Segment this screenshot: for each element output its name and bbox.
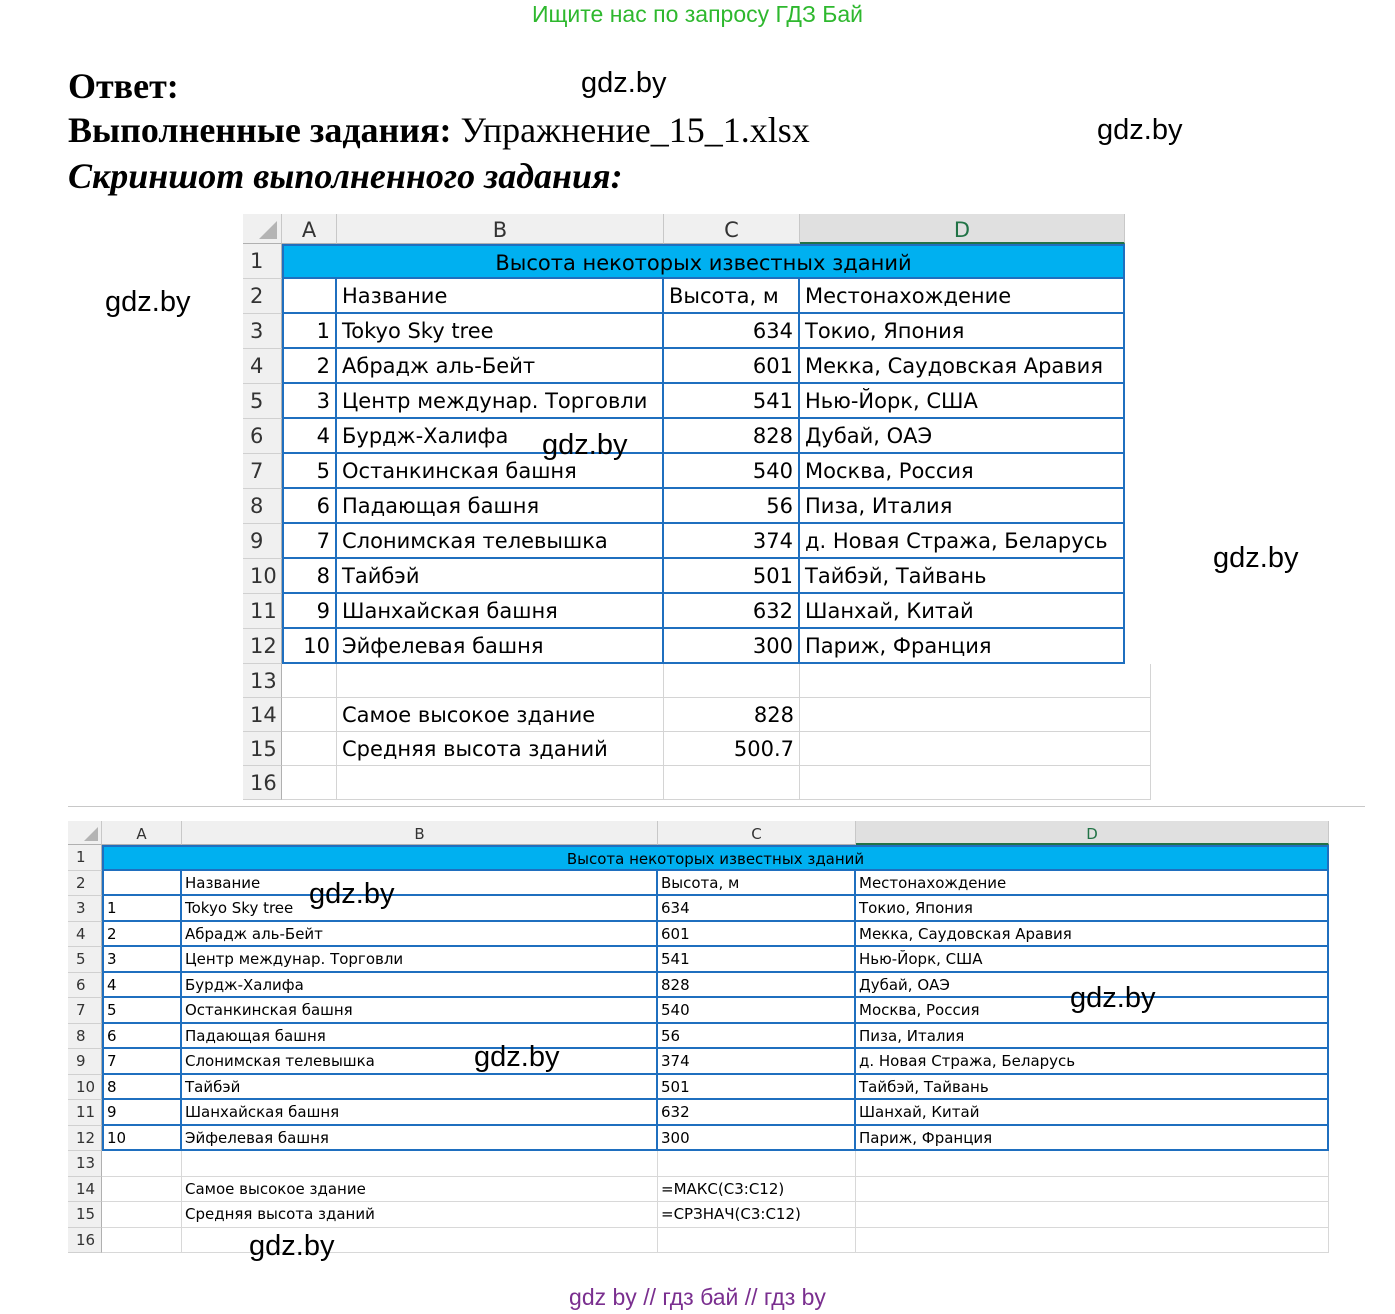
row-header[interactable]: 8 — [243, 489, 282, 524]
cell-height[interactable]: 56 — [658, 1024, 856, 1049]
cell-location[interactable]: Нью-Йорк, США — [800, 384, 1125, 419]
cell-location[interactable]: д. Новая Стража, Беларусь — [800, 524, 1125, 559]
empty-cell[interactable] — [800, 732, 1151, 766]
cell-index[interactable]: 3 — [102, 947, 182, 973]
cell-height[interactable]: 541 — [658, 947, 856, 973]
header-height[interactable]: Высота, м — [664, 279, 800, 314]
empty-cell[interactable] — [102, 1151, 182, 1177]
watermark: gdz.by — [581, 67, 667, 99]
cell-height[interactable]: 374 — [658, 1049, 856, 1075]
cell-index[interactable]: 6 — [102, 1024, 182, 1049]
cell-height[interactable]: 601 — [664, 349, 800, 384]
cell-index[interactable]: 4 — [102, 973, 182, 998]
row-header[interactable]: 5 — [68, 947, 102, 973]
cell-building-name[interactable]: Падающая башня — [182, 1024, 658, 1049]
summary-label[interactable]: Самое высокое здание — [182, 1177, 658, 1202]
cell-index[interactable]: 1 — [102, 896, 182, 922]
cell-index[interactable]: 4 — [282, 419, 337, 454]
screenshot-heading: Скриншот выполненного задания: — [68, 156, 623, 196]
spreadsheet-values — [243, 197, 1151, 803]
cell-location[interactable]: Москва, Россия — [856, 998, 1329, 1024]
cell-height[interactable]: 634 — [664, 314, 800, 349]
cell-location[interactable]: Париж, Франция — [856, 1126, 1329, 1151]
spreadsheet-formulas — [68, 806, 1365, 1253]
cell-location[interactable]: Мекка, Саудовская Аравия — [856, 922, 1329, 947]
row-header[interactable]: 16 — [68, 1228, 102, 1253]
cell-index[interactable]: 8 — [282, 559, 337, 594]
empty-cell[interactable] — [182, 1151, 658, 1177]
column-header-b[interactable]: B — [337, 214, 664, 244]
empty-cell[interactable] — [337, 664, 664, 698]
row-header[interactable]: 7 — [68, 998, 102, 1024]
row-header[interactable]: 12 — [243, 629, 282, 664]
cell-height[interactable]: 501 — [664, 559, 800, 594]
cell-location[interactable]: Париж, Франция — [800, 629, 1125, 664]
row-header[interactable]: 3 — [68, 896, 102, 922]
row-header[interactable]: 2 — [68, 871, 102, 896]
search-banner: Ищите нас по запросу ГДЗ Бай — [531, 1, 864, 27]
empty-cell[interactable] — [658, 1228, 856, 1253]
cell-index[interactable]: 7 — [282, 524, 337, 559]
select-all-corner[interactable] — [68, 821, 102, 845]
column-header-d[interactable]: D — [800, 214, 1125, 244]
cell-a2[interactable] — [282, 279, 337, 314]
cell-height[interactable]: 56 — [664, 489, 800, 524]
row-header[interactable]: 8 — [68, 1024, 102, 1049]
summary-label[interactable]: Самое высокое здание — [337, 698, 664, 732]
cell-building-name[interactable]: Абрадж аль-Бейт — [337, 349, 664, 384]
empty-cell[interactable] — [664, 766, 800, 800]
summary-value[interactable]: 828 — [664, 698, 800, 732]
completed-tasks-line: Выполненные задания: Упражнение_15_1.xlsx — [68, 110, 810, 150]
empty-cell[interactable] — [856, 1151, 1329, 1177]
cell-building-name[interactable]: Центр междунар. Торговли — [337, 384, 664, 419]
cell-location[interactable]: Мекка, Саудовская Аравия — [800, 349, 1125, 384]
cell-location[interactable]: Пиза, Италия — [856, 1024, 1329, 1049]
row-header[interactable]: 1 — [68, 845, 102, 871]
cell-building-name[interactable]: Слонимская телевышка — [337, 524, 664, 559]
cell-building-name[interactable]: Бурдж-Халифа — [337, 419, 664, 454]
cell-location[interactable]: Токио, Япония — [800, 314, 1125, 349]
cell-height[interactable]: 300 — [658, 1126, 856, 1151]
cell-location[interactable]: Москва, Россия — [800, 454, 1125, 489]
cell-height[interactable]: 540 — [658, 998, 856, 1024]
cell-building-name[interactable]: Tokyo Sky tree — [182, 896, 658, 922]
row-header[interactable]: 13 — [243, 664, 282, 698]
cell-height[interactable]: 632 — [658, 1100, 856, 1126]
cell-location[interactable]: Пиза, Италия — [800, 489, 1125, 524]
column-header-a[interactable]: A — [102, 821, 182, 845]
empty-cell[interactable] — [658, 1151, 856, 1177]
row-header[interactable]: 9 — [243, 524, 282, 559]
cell-height[interactable]: 601 — [658, 922, 856, 947]
cell-building-name[interactable]: Эйфелевая башня — [182, 1126, 658, 1151]
cell-location[interactable]: Шанхай, Китай — [800, 594, 1125, 629]
summary-value[interactable]: 500.7 — [664, 732, 800, 766]
empty-cell[interactable] — [102, 1177, 182, 1202]
cell-height[interactable]: 300 — [664, 629, 800, 664]
header-name[interactable]: Название — [337, 279, 664, 314]
empty-cell[interactable] — [282, 698, 337, 732]
empty-cell[interactable] — [282, 664, 337, 698]
cell-height[interactable]: 541 — [664, 384, 800, 419]
column-header-a[interactable]: A — [282, 214, 337, 244]
cell-building-name[interactable]: Останкинская башня — [182, 998, 658, 1024]
row-header[interactable]: 6 — [243, 419, 282, 454]
row-header[interactable]: 6 — [68, 973, 102, 998]
cell-index[interactable]: 2 — [282, 349, 337, 384]
row-header[interactable]: 10 — [243, 559, 282, 594]
cell-building-name[interactable]: Тайбэй — [337, 559, 664, 594]
cell-height[interactable]: 828 — [658, 973, 856, 998]
empty-cell[interactable] — [800, 698, 1151, 732]
column-header-c[interactable]: C — [664, 214, 800, 244]
row-header[interactable]: 16 — [243, 766, 282, 800]
footer-links: gdz by // гдз бай // гдз by — [569, 1284, 826, 1310]
cell-building-name[interactable]: Слонимская телевышка — [182, 1049, 658, 1075]
table-title[interactable]: Высота некоторых известных зданий — [282, 244, 1125, 279]
watermark: gdz.by — [1097, 114, 1183, 146]
column-header-c[interactable]: C — [658, 821, 856, 845]
cell-building-name[interactable]: Останкинская башня — [337, 454, 664, 489]
row-header[interactable]: 9 — [68, 1049, 102, 1075]
row-header[interactable]: 14 — [243, 698, 282, 732]
watermark: gdz.by — [1070, 982, 1156, 1014]
summary-formula[interactable]: =МАКС(C3:C12) — [658, 1177, 856, 1202]
column-header-b[interactable]: B — [182, 821, 658, 845]
row-header[interactable]: 15 — [68, 1202, 102, 1228]
empty-cell[interactable] — [800, 766, 1151, 800]
cell-a2[interactable] — [102, 871, 182, 896]
watermark: gdz.by — [105, 286, 191, 318]
cell-building-name[interactable]: Падающая башня — [337, 489, 664, 524]
header-height[interactable]: Высота, м — [658, 871, 856, 896]
cell-index[interactable]: 8 — [102, 1075, 182, 1100]
empty-cell[interactable] — [282, 766, 337, 800]
cell-location[interactable]: Токио, Япония — [856, 896, 1329, 922]
cell-location[interactable]: Дубай, ОАЭ — [800, 419, 1125, 454]
header-location[interactable]: Местонахождение — [856, 871, 1329, 896]
empty-cell[interactable] — [800, 664, 1151, 698]
cell-index[interactable]: 2 — [102, 922, 182, 947]
cell-height[interactable]: 501 — [658, 1075, 856, 1100]
empty-cell[interactable] — [856, 1202, 1329, 1228]
empty-cell[interactable] — [282, 732, 337, 766]
watermark: gdz.by — [542, 429, 628, 461]
cell-height[interactable]: 374 — [664, 524, 800, 559]
cell-height[interactable]: 632 — [664, 594, 800, 629]
row-header[interactable]: 13 — [68, 1151, 102, 1177]
cell-location[interactable]: д. Новая Стража, Беларусь — [856, 1049, 1329, 1075]
column-header-d[interactable]: D — [856, 821, 1329, 845]
cell-building-name[interactable]: Шанхайская башня — [182, 1100, 658, 1126]
summary-formula[interactable]: =СРЗНАЧ(C3:C12) — [658, 1202, 856, 1228]
cell-location[interactable]: Тайбэй, Тайвань — [856, 1075, 1329, 1100]
cell-location[interactable]: Шанхай, Китай — [856, 1100, 1329, 1126]
empty-cell[interactable] — [102, 1228, 182, 1253]
watermark: gdz.by — [249, 1230, 335, 1262]
cell-building-name[interactable]: Абрадж аль-Бейт — [182, 922, 658, 947]
cell-index[interactable]: 1 — [282, 314, 337, 349]
summary-label[interactable]: Средняя высота зданий — [182, 1202, 658, 1228]
row-header[interactable]: 3 — [243, 314, 282, 349]
cell-building-name[interactable]: Центр междунар. Торговли — [182, 947, 658, 973]
cell-location[interactable]: Нью-Йорк, США — [856, 947, 1329, 973]
row-header[interactable]: 12 — [68, 1126, 102, 1151]
row-header[interactable]: 7 — [243, 454, 282, 489]
cell-building-name[interactable]: Тайбэй — [182, 1075, 658, 1100]
row-header[interactable]: 11 — [243, 594, 282, 629]
row-header[interactable]: 14 — [68, 1177, 102, 1202]
cell-building-name[interactable]: Шанхайская башня — [337, 594, 664, 629]
row-header[interactable]: 2 — [243, 279, 282, 314]
cell-index[interactable]: 10 — [282, 629, 337, 664]
cell-index[interactable]: 7 — [102, 1049, 182, 1075]
watermark: gdz.by — [474, 1041, 560, 1073]
empty-cell[interactable] — [856, 1228, 1329, 1253]
file-name: Упражнение_15_1.xlsx — [460, 110, 810, 150]
cell-index[interactable]: 9 — [102, 1100, 182, 1126]
cell-height[interactable]: 828 — [664, 419, 800, 454]
row-header[interactable]: 10 — [68, 1075, 102, 1100]
watermark: gdz.by — [309, 878, 395, 910]
cell-index[interactable]: 10 — [102, 1126, 182, 1151]
header-name[interactable]: Название — [182, 871, 658, 896]
empty-cell[interactable] — [664, 664, 800, 698]
cell-index[interactable]: 5 — [282, 454, 337, 489]
watermark: gdz.by — [1213, 542, 1299, 574]
cell-building-name[interactable]: Эйфелевая башня — [337, 629, 664, 664]
row-header[interactable]: 11 — [68, 1100, 102, 1126]
row-header[interactable]: 15 — [243, 732, 282, 766]
row-header[interactable]: 1 — [243, 244, 282, 279]
cell-building-name[interactable]: Бурдж-Халифа — [182, 973, 658, 998]
row-header[interactable]: 4 — [68, 922, 102, 947]
cell-location[interactable]: Тайбэй, Тайвань — [800, 559, 1125, 594]
table-title[interactable]: Высота некоторых известных зданий — [102, 845, 1329, 871]
header-location[interactable]: Местонахождение — [800, 279, 1125, 314]
cell-building-name[interactable]: Tokyo Sky tree — [337, 314, 664, 349]
empty-cell[interactable] — [102, 1202, 182, 1228]
answer-heading: Ответ: — [68, 66, 179, 106]
row-header[interactable]: 4 — [243, 349, 282, 384]
empty-cell[interactable] — [337, 766, 664, 800]
empty-cell[interactable] — [856, 1177, 1329, 1202]
cell-index[interactable]: 6 — [282, 489, 337, 524]
summary-label[interactable]: Средняя высота зданий — [337, 732, 664, 766]
cell-index[interactable]: 3 — [282, 384, 337, 419]
cell-height[interactable]: 634 — [658, 896, 856, 922]
cell-location[interactable]: Дубай, ОАЭ — [856, 973, 1329, 998]
cell-index[interactable]: 9 — [282, 594, 337, 629]
row-header[interactable]: 5 — [243, 384, 282, 419]
select-all-corner[interactable] — [243, 214, 282, 244]
cell-index[interactable]: 5 — [102, 998, 182, 1024]
cell-height[interactable]: 540 — [664, 454, 800, 489]
